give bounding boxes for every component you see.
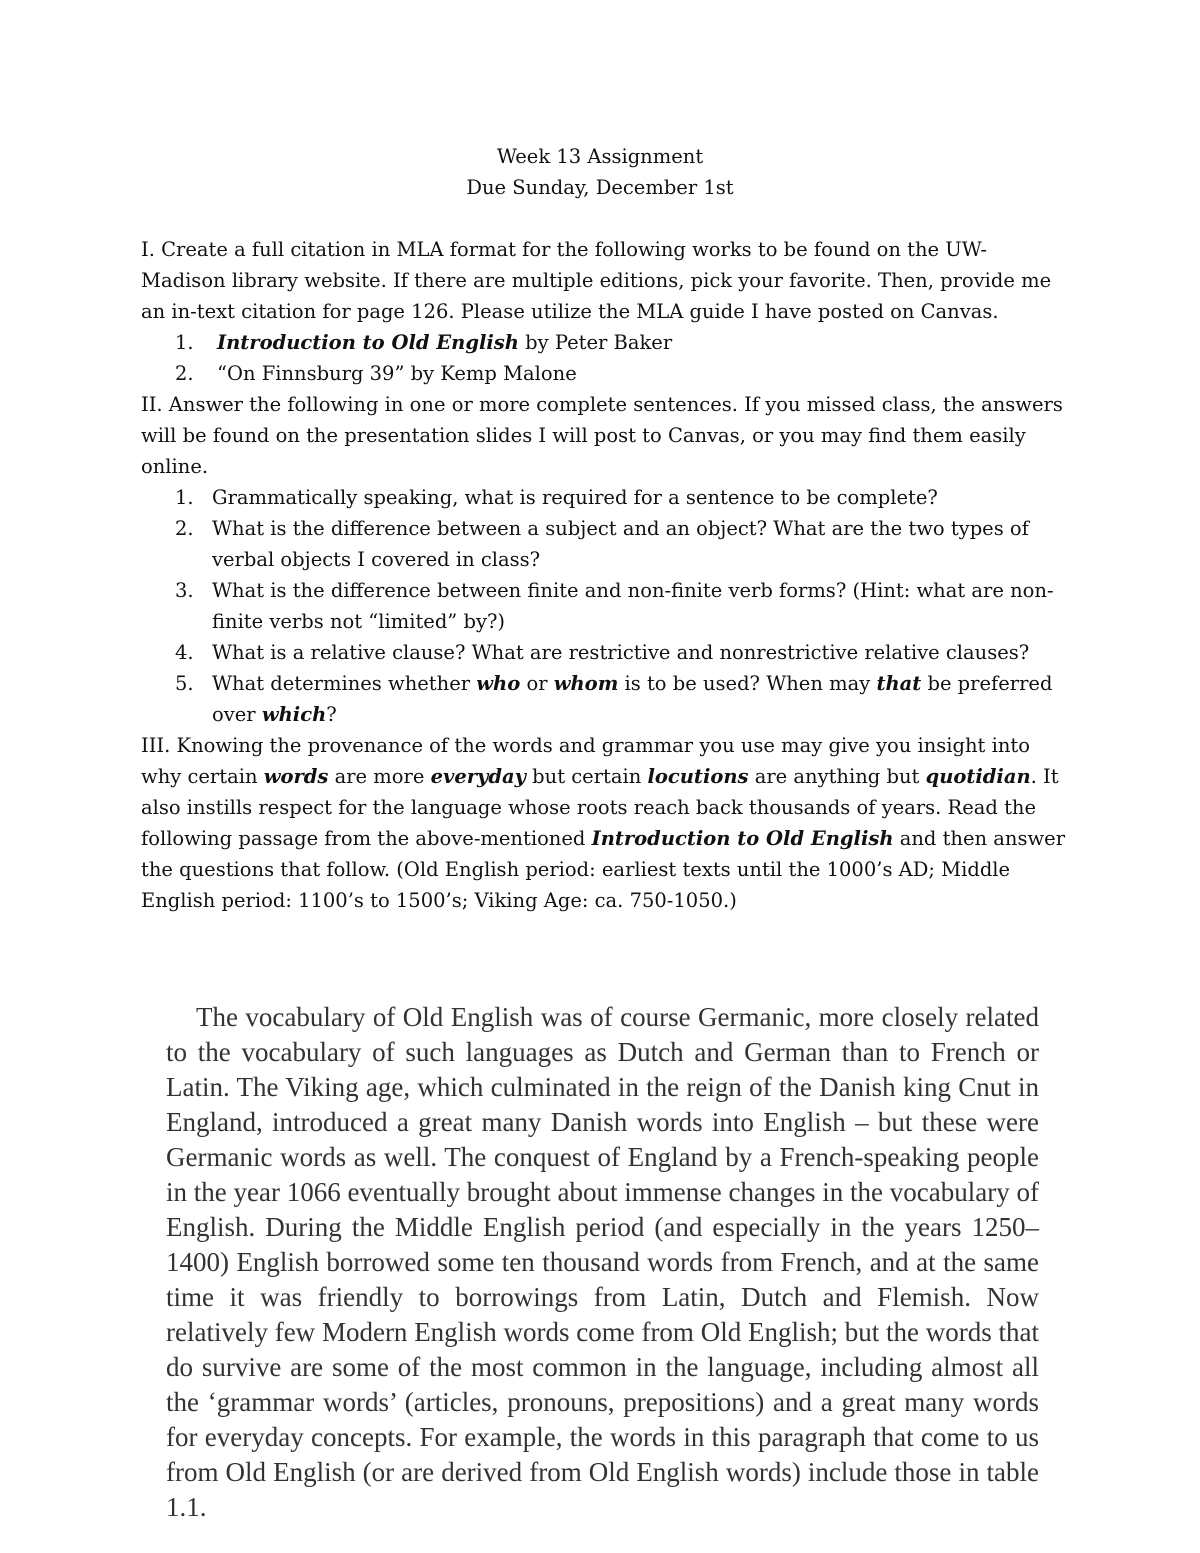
question-text: What is the difference between finite and non-finite verb forms? (Hint: what are non-finite verbs not “limited” by?) xyxy=(212,579,1054,633)
list-number: 1. xyxy=(175,331,194,354)
quote-text: The vocabulary of Old English was of course Germanic, more closely related to the vocabulary of such languages as Dutch and German than to French or Latin. The Viking age, which culminated in the reign of the Danish king Cnut in England, introduced a great many Danish words into English – but these were Germanic words as well. The conquest of England by a French-speaking people in the year 1066 eventually brought about immense changes in the vocabulary of English. During the Middle English period (and especially in the years 1250–1400) English borrowed some ten thousand words from French, and at the same time it was friendly to borrowings from Latin, Dutch and Flemish. Now relatively few Modern English words come from Old English; but the words that do survive are some of the most common in the language, including almost all the ‘grammar words’ (articles, pronouns, prepositions) and a great many words for everyday concepts. For example, the words in this paragraph that come to us from Old English (or are derived from Old English words) include those in table 1.1. xyxy=(166,1002,1039,1522)
paragraph-text: are more xyxy=(328,765,431,788)
paragraph-text: . It also instills respect for the language whose roots reach back thousands of years. Read the following passage from the above-mentioned xyxy=(141,765,1059,850)
assignment-body xyxy=(141,234,1071,916)
emphasis-locutions: locutions xyxy=(647,765,749,788)
question-text: What determines whether xyxy=(212,672,477,695)
emphasis-whom: whom xyxy=(553,672,619,695)
section-2-list xyxy=(141,482,1071,730)
question-text: be preferred over xyxy=(212,672,1053,726)
emphasis-words: words xyxy=(263,765,329,788)
emphasis-that: that xyxy=(876,672,922,695)
question-text: ? xyxy=(326,703,337,726)
section-1-list xyxy=(141,327,1071,389)
list-item xyxy=(141,668,1071,730)
question-text: Grammatically speaking, what is required for a sentence to be complete? xyxy=(212,486,938,509)
paragraph-text: III. Knowing the provenance of the words and grammar you use may give you insight into why certain xyxy=(141,734,1030,788)
emphasis-everyday: everyday xyxy=(430,765,526,788)
quoted-passage xyxy=(166,1000,1039,1525)
list-item xyxy=(141,513,1071,575)
list-number: 2. xyxy=(175,517,194,540)
assignment-title: Week 13 Assignment xyxy=(496,145,704,168)
paragraph-text: and then answer the questions that follow. (Old English period: earliest texts until the 1000’s AD; Middle English period: 1100’s to 1500’s; Viking Age: ca. 750-1050.) xyxy=(141,827,1066,912)
list-number: 4. xyxy=(175,641,194,664)
paragraph-text: are anything but xyxy=(748,765,926,788)
due-date: Due Sunday, December 1st xyxy=(466,176,734,199)
section-1-instructions: I. Create a full citation in MLA format for the following works to be found on the UW-Madison library website. If there are multiple editions, pick your favorite. Then, provide me an in-text citation for page 126. Please utilize the MLA guide I have posted on Canvas. xyxy=(141,238,1052,323)
author-text: by Peter Baker xyxy=(518,331,673,354)
list-number: 3. xyxy=(175,579,194,602)
emphasis-which: which xyxy=(261,703,327,726)
question-text: or xyxy=(520,672,554,695)
list-item xyxy=(141,482,1071,513)
list-item xyxy=(141,637,1071,668)
list-number: 1. xyxy=(175,486,194,509)
question-text: What is the difference between a subject and an object? What are the two types of verbal objects I covered in class? xyxy=(212,517,1029,571)
item-text: “On Finnsburg 39” by Kemp Malone xyxy=(217,362,577,385)
question-text: is to be used? When may xyxy=(618,672,877,695)
emphasis-who: who xyxy=(476,672,521,695)
section-3-instructions xyxy=(141,730,1071,916)
document-header xyxy=(0,141,1200,203)
book-title: Introduction to Old English xyxy=(217,331,519,354)
list-number: 2. xyxy=(175,362,194,385)
list-item xyxy=(141,327,1071,358)
section-2-instructions: II. Answer the following in one or more complete sentences. If you missed class, the answers will be found on the presentation slides I will post to Canvas, or you may find them easily online. xyxy=(141,393,1063,478)
list-number: 5. xyxy=(175,672,194,695)
paragraph-text: but certain xyxy=(525,765,648,788)
list-item xyxy=(141,575,1071,637)
list-item xyxy=(141,358,1071,389)
book-title: Introduction to Old English xyxy=(591,827,894,850)
emphasis-quotidian: quotidian xyxy=(925,765,1031,788)
question-text: What is a relative clause? What are restrictive and nonrestrictive relative clauses? xyxy=(212,641,1030,664)
